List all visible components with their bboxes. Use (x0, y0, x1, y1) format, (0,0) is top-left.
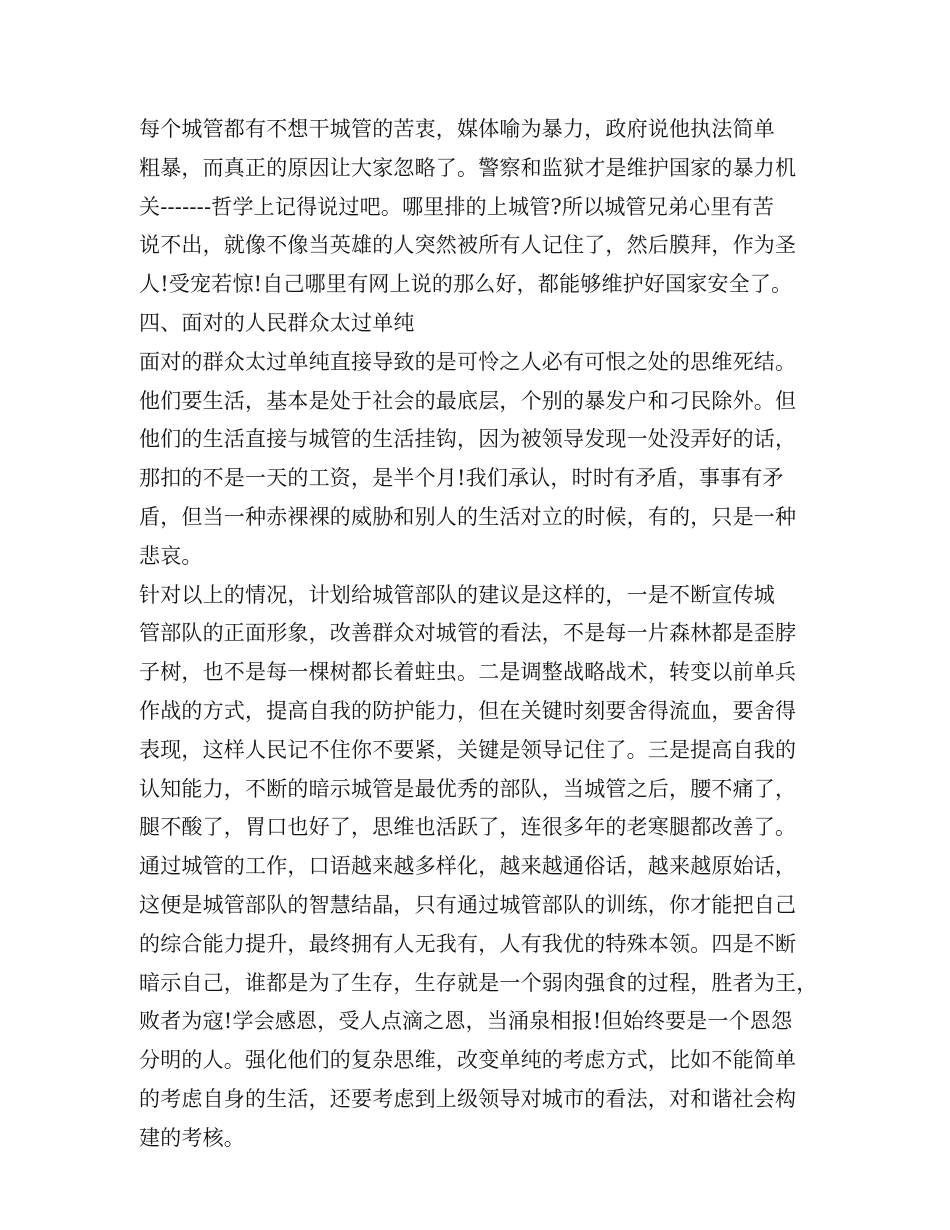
text-line: 粗暴，而真正的原因让大家忽略了。警察和监狱才是维护国家的暴力机 (139, 155, 797, 180)
text-line: 败者为寇!学会感恩，受人点滴之恩，当涌泉相报!但始终要是一个恩怨 (139, 1009, 793, 1034)
text-line: 通过城管的工作，口语越来越多样化，越来越通俗话，越来越原始话， (139, 854, 797, 879)
text-line: 腿不酸了，胃口也好了，思维也活跃了，连很多年的老寒腿都改善了。 (139, 815, 797, 840)
text-line: 分明的人。强化他们的复杂思维，改变单纯的考虑方式，比如不能简单 (139, 1048, 797, 1073)
text-line: 关-------哲学上记得说过吧。哪里排的上城管?所以城管兄弟心里有苦 (139, 194, 774, 219)
text-line: 每个城管都有不想干城管的苦衷，媒体喻为暴力，政府说他执法简单 (139, 117, 775, 141)
text-line: 子树，也不是每一棵树都长着蛀虫。二是调整战略战术，转变以前单兵 (139, 660, 797, 685)
text-line: 盾，但当一种赤裸裸的威胁和别人的生活对立的时候，有的，只是一种 (139, 504, 797, 529)
text-line: 暗示自己，谁都是为了生存，生存就是一个弱肉强食的过程，胜者为王， (139, 970, 818, 995)
section-heading: 四、面对的人民群众太过单纯 (139, 310, 415, 335)
text-line: 说不出，就像不像当英雄的人突然被所有人记住了，然后膜拜，作为圣 (139, 233, 797, 258)
text-line: 的综合能力提升，最终拥有人无我有，人有我优的特殊本领。四是不断 (139, 931, 797, 956)
text-line: 人!受宠若惊!自己哪里有网上说的那么好，都能够维护好国家安全了。 (139, 272, 793, 297)
document-body (139, 110, 839, 1158)
text-line: 他们的生活直接与城管的生活挂钩，因为被领导发现一处没弄好的话， (139, 427, 797, 452)
text-line: 这便是城管部队的智慧结晶，只有通过城管部队的训练，你才能把自己 (139, 892, 797, 917)
text-line: 针对以上的情况，计划给城管部队的建议是这样的，一是不断宣传城 (139, 582, 775, 607)
text-line: 悲哀。 (139, 543, 203, 568)
text-line: 面对的群众太过单纯直接导致的是可怜之人必有可恨之处的思维死结。 (139, 349, 797, 374)
text-line: 建的考核。 (139, 1125, 245, 1150)
text-line: 作战的方式，提高自我的防护能力，但在关键时刻要舍得流血，要舍得 (139, 698, 797, 723)
text-line: 那扣的不是一天的工资，是半个月!我们承认，时时有矛盾，事事有矛 (139, 466, 784, 491)
text-line: 表现，这样人民记不住你不要紧，关键是领导记住了。三是提高自我的 (139, 737, 797, 762)
text-line: 认知能力，不断的暗示城管是最优秀的部队，当城管之后，腰不痛了， (139, 776, 797, 801)
text-line: 的考虑自身的生活，还要考虑到上级领导对城市的看法，对和谐社会构 (139, 1086, 797, 1111)
text-line: 管部队的正面形象，改善群众对城管的看法，不是每一片森林都是歪脖 (139, 621, 797, 646)
text-line: 他们要生活，基本是处于社会的最底层，个别的暴发户和刁民除外。但 (139, 388, 797, 413)
